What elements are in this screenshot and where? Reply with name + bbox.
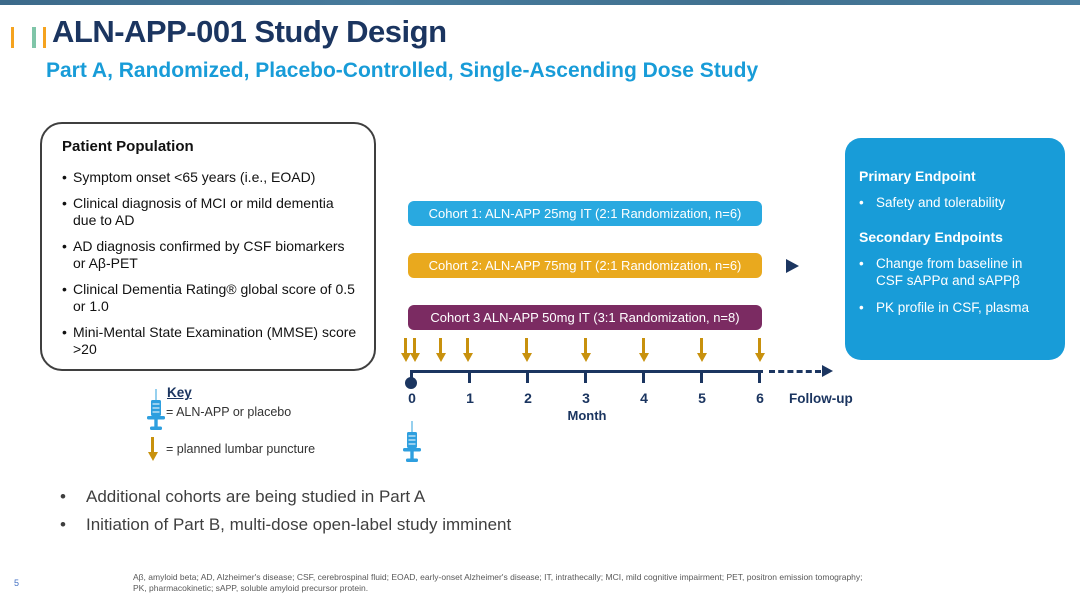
timeline-arrowhead-icon (822, 365, 833, 377)
timeline-axis (411, 370, 763, 373)
secondary-endpoints-title: Secondary Endpoints (859, 229, 1003, 245)
top-accent-bar (0, 0, 1080, 5)
lumbar-puncture-arrow-icon (466, 338, 469, 355)
list-item-text: Initiation of Part B, multi-dose open-label study imminent (86, 515, 512, 534)
timeline-tick (642, 370, 645, 383)
timeline-month-label: 1 (466, 390, 474, 406)
key-arrow-label: = planned lumbar puncture (166, 442, 316, 456)
footnote-line: Aβ, amyloid beta; AD, Alzheimer's disease; CSF, cerebrospinal fluid; EOAD, early-onset Alzheimer's disease; IT, intrathecally; MCI, mild cognitive impairment; PET, positron emission tomography; (133, 572, 863, 582)
timeline-month-label: 4 (640, 390, 648, 406)
cohort-1-bar: Cohort 1: ALN-APP 25mg IT (2:1 Randomization, n=6) (408, 201, 762, 226)
list-item-text: Mini-Mental State Examination (MMSE) score >20 (73, 324, 357, 357)
lumbar-puncture-arrow-icon (700, 338, 703, 355)
footnote (133, 572, 863, 593)
key-syringe-label: = ALN-APP or placebo (166, 405, 292, 419)
list-item-text: Additional cohorts are being studied in Part A (86, 487, 426, 506)
cohort-2-bar: Cohort 2: ALN-APP 75mg IT (2:1 Randomization, n=6) (408, 253, 762, 278)
list-item (62, 281, 358, 315)
bullet-icon: • (859, 256, 864, 271)
page-subtitle: Part A, Randomized, Placebo-Controlled, Single-Ascending Dose Study (46, 59, 759, 82)
followup-label: Follow-up (789, 391, 853, 406)
dose-ascend-arrow-icon (786, 259, 799, 273)
patient-population-box (40, 122, 376, 371)
lumbar-puncture-arrow-icon (413, 338, 416, 355)
page-title: ALN-APP-001 Study Design (52, 14, 447, 49)
timeline-month-label: 6 (756, 390, 764, 406)
primary-endpoint-list (859, 194, 1053, 211)
list-item-text: PK profile in CSF, plasma (876, 300, 1030, 315)
list-item-text: Clinical Dementia Rating® global score of 0.5 or 1.0 (73, 281, 355, 314)
lumbar-puncture-arrow-icon (584, 338, 587, 355)
bullet-icon: • (62, 281, 67, 297)
brand-bar-icon (11, 27, 14, 48)
lumbar-puncture-arrow-icon (758, 338, 761, 355)
timeline-tick (758, 370, 761, 383)
lumbar-puncture-arrow-icon (525, 338, 528, 355)
timeline-tick (584, 370, 587, 383)
bullet-icon: • (859, 300, 864, 315)
brand-bar-icon (43, 27, 46, 48)
lumbar-puncture-arrow-icon (642, 338, 645, 355)
timeline-month-label: 0 (408, 390, 416, 406)
summary-bullet-list (60, 486, 511, 542)
bullet-icon: • (62, 195, 67, 211)
list-item (62, 195, 358, 229)
lumbar-puncture-arrow-icon (404, 338, 407, 355)
secondary-endpoints-list (859, 255, 1053, 316)
bullet-icon: • (62, 238, 67, 254)
bullet-icon: • (62, 324, 67, 340)
timeline-tick (526, 370, 529, 383)
list-item (60, 514, 511, 536)
footnote-line: PK, pharmacokinetic; sAPP, soluble amyloid precursor protein. (133, 582, 369, 593)
bullet-icon: • (60, 487, 66, 506)
timeline-axis-label: Month (567, 408, 607, 423)
lumbar-puncture-arrow-icon (151, 437, 154, 455)
brand-bar-icon (32, 27, 36, 48)
bullet-icon: • (62, 169, 67, 185)
timeline-tick (700, 370, 703, 383)
patient-population-title: Patient Population (62, 138, 194, 155)
timeline-month-label: 5 (698, 390, 706, 406)
list-item-text: AD diagnosis confirmed by CSF biomarkers or Aβ-PET (73, 238, 345, 271)
patient-population-list (62, 169, 358, 358)
list-item-text: Change from baseline in CSF sAPPα and sAPPβ (876, 256, 1023, 288)
lumbar-puncture-arrow-icon (439, 338, 442, 355)
list-item (62, 238, 358, 272)
primary-endpoint-title: Primary Endpoint (859, 168, 976, 184)
list-item (859, 299, 1053, 316)
timeline-dashed-extension (769, 370, 821, 373)
syringe-icon (145, 389, 167, 431)
timeline-month-label: 3 (582, 390, 590, 406)
list-item-text: Symptom onset <65 years (i.e., EOAD) (73, 169, 316, 185)
list-item (62, 169, 358, 186)
list-item (62, 324, 358, 358)
syringe-icon (401, 421, 423, 463)
timeline-tick (410, 370, 413, 383)
list-item (859, 194, 1053, 211)
endpoints-box (845, 138, 1065, 360)
cohort-3-bar: Cohort 3 ALN-APP 50mg IT (3:1 Randomization, n=8) (408, 305, 762, 330)
key-title: Key (167, 385, 192, 400)
timeline-tick (468, 370, 471, 383)
list-item (859, 255, 1053, 289)
page-number: 5 (14, 578, 20, 588)
bullet-icon: • (859, 195, 864, 210)
list-item-text: Clinical diagnosis of MCI or mild dementia due to AD (73, 195, 334, 228)
list-item (60, 486, 511, 508)
list-item-text: Safety and tolerability (876, 195, 1006, 210)
bullet-icon: • (60, 515, 66, 534)
timeline-month-label: 2 (524, 390, 532, 406)
